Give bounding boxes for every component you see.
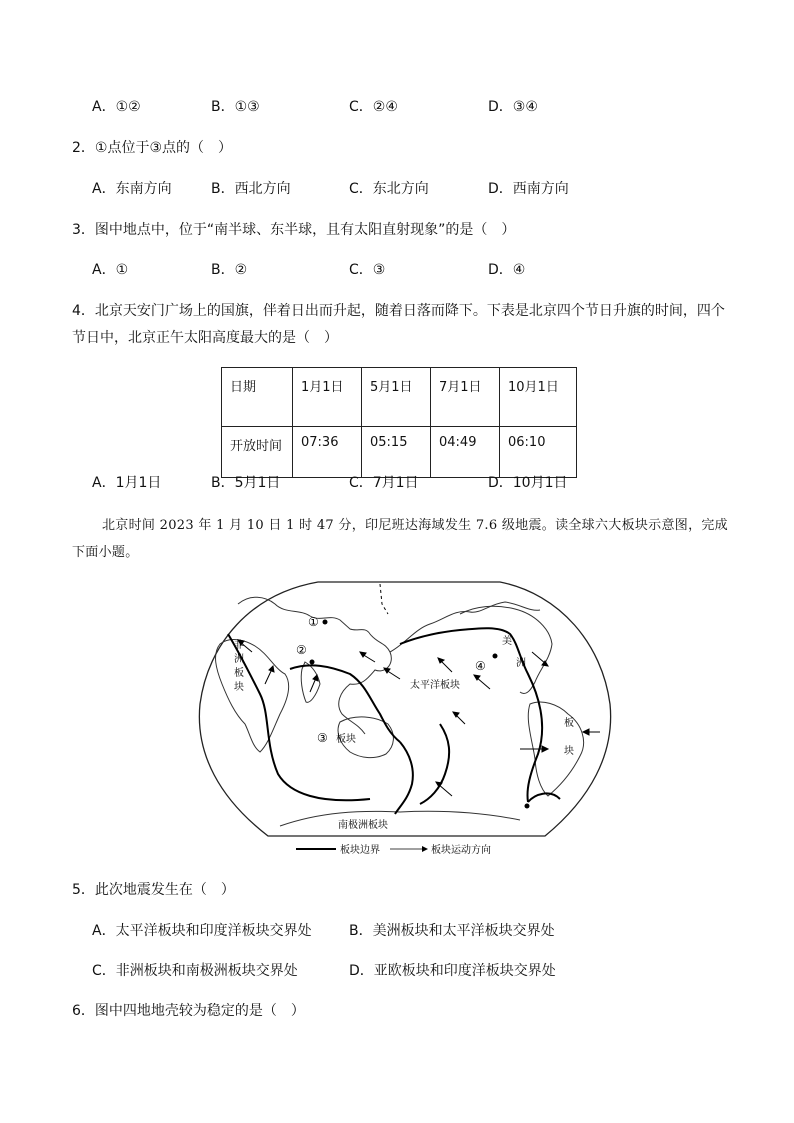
- q4-option-d: D．10月1日: [488, 475, 568, 491]
- q2-option-c: C．东北方向: [349, 181, 429, 197]
- africa-plate-label: 非: [234, 640, 244, 651]
- q4-option-c: C．7月1日: [349, 475, 419, 491]
- point-1-marker: [323, 620, 328, 625]
- q2-option-d: D．西南方向: [488, 181, 569, 197]
- q5-option-c: C．非洲板块和南极洲板块交界处: [92, 963, 298, 979]
- point-1-label: ①: [308, 615, 319, 629]
- q2-option-a: A．东南方向: [92, 181, 172, 197]
- q4-stem-line2: 节日中，北京正午太阳高度最大的是（ ）: [72, 330, 338, 346]
- q5-option-d: D．亚欧板块和印度洋板块交界处: [349, 963, 556, 979]
- q1-option-a: A．①②: [92, 99, 141, 115]
- q6-stem: 6．图中四地地壳较为稳定的是（ ）: [72, 1003, 305, 1019]
- table-cell: 06:10: [500, 427, 577, 478]
- q4-option-a: A．1月1日: [92, 475, 162, 491]
- q3-option-a: A．①: [92, 262, 129, 278]
- right-plate-label: 板: [564, 718, 574, 729]
- q4-stem-line1: 4．北京天安门广场上的国旗，伴着日出而升起，随着日落而降下。下表是北京四个节日升旗的时间，四个: [72, 303, 725, 319]
- flag-raising-table: [221, 367, 577, 478]
- q5-stem: 5．此次地震发生在（ ）: [72, 882, 235, 898]
- pacific-plate-label: 太平洋板块: [410, 680, 460, 691]
- q4-option-b: B．5月1日: [211, 475, 281, 491]
- america-plate-label: 洲: [516, 658, 526, 669]
- q3-stem: 3．图中地点中，位于“南半球、东半球，且有太阳直射现象”的是（ ）: [72, 222, 516, 238]
- table-cell: 10月1日: [500, 368, 577, 427]
- point-4-label: ④: [475, 659, 486, 673]
- q3-option-c: C．③: [349, 262, 386, 278]
- africa-plate-label: 块: [234, 682, 244, 693]
- table-row: [222, 427, 577, 478]
- africa-plate-label: 洲: [234, 654, 244, 665]
- q5-option-b: B．美洲板块和太平洋板块交界处: [349, 923, 555, 939]
- table-cell: 日期: [222, 368, 293, 427]
- table-cell: 7月1日: [431, 368, 500, 427]
- america-plate-label: 美: [502, 636, 512, 647]
- q2-stem: 2．①点位于③点的（ ）: [72, 140, 233, 156]
- table-cell: 5月1日: [362, 368, 431, 427]
- table-cell: 开放时间: [222, 427, 293, 478]
- passage-line1: 北京时间 2023 年 1 月 10 日 1 时 47 分，印尼班达海域发生 7.6 级地震。读全球六大板块示意图，完成: [102, 518, 728, 533]
- point-4-marker: [493, 654, 498, 659]
- q1-option-b: B．①③: [211, 99, 260, 115]
- q3-option-b: B．②: [211, 262, 248, 278]
- q5-option-a: A．太平洋板块和印度洋板块交界处: [92, 923, 312, 939]
- table-cell: 04:49: [431, 427, 500, 478]
- right-plate-label: 块: [564, 746, 574, 757]
- plate-3-label: 板块: [336, 734, 356, 745]
- point-3-label: ③: [317, 731, 328, 745]
- table-cell: 05:15: [362, 427, 431, 478]
- africa-plate-label: 板: [234, 668, 244, 679]
- world-plates-map: [190, 574, 620, 864]
- legend-motion-arrowhead: [422, 846, 428, 852]
- point-2-marker: [310, 660, 315, 665]
- q1-option-c: C．②④: [349, 99, 398, 115]
- antarctic-plate-label: 南极洲板块: [338, 820, 388, 831]
- passage-line2: 下面小题。: [72, 545, 139, 560]
- legend-motion-label: 板块运动方向: [431, 845, 491, 856]
- table-cell: 07:36: [293, 427, 362, 478]
- table-header-row: [222, 368, 577, 427]
- point-south-marker: [525, 804, 530, 809]
- q2-option-b: B．西北方向: [211, 181, 291, 197]
- table-cell: 1月1日: [293, 368, 362, 427]
- point-2-label: ②: [296, 643, 307, 657]
- q3-option-d: D．④: [488, 262, 526, 278]
- legend-boundary-label: 板块边界: [340, 845, 380, 856]
- q1-option-d: D．③④: [488, 99, 538, 115]
